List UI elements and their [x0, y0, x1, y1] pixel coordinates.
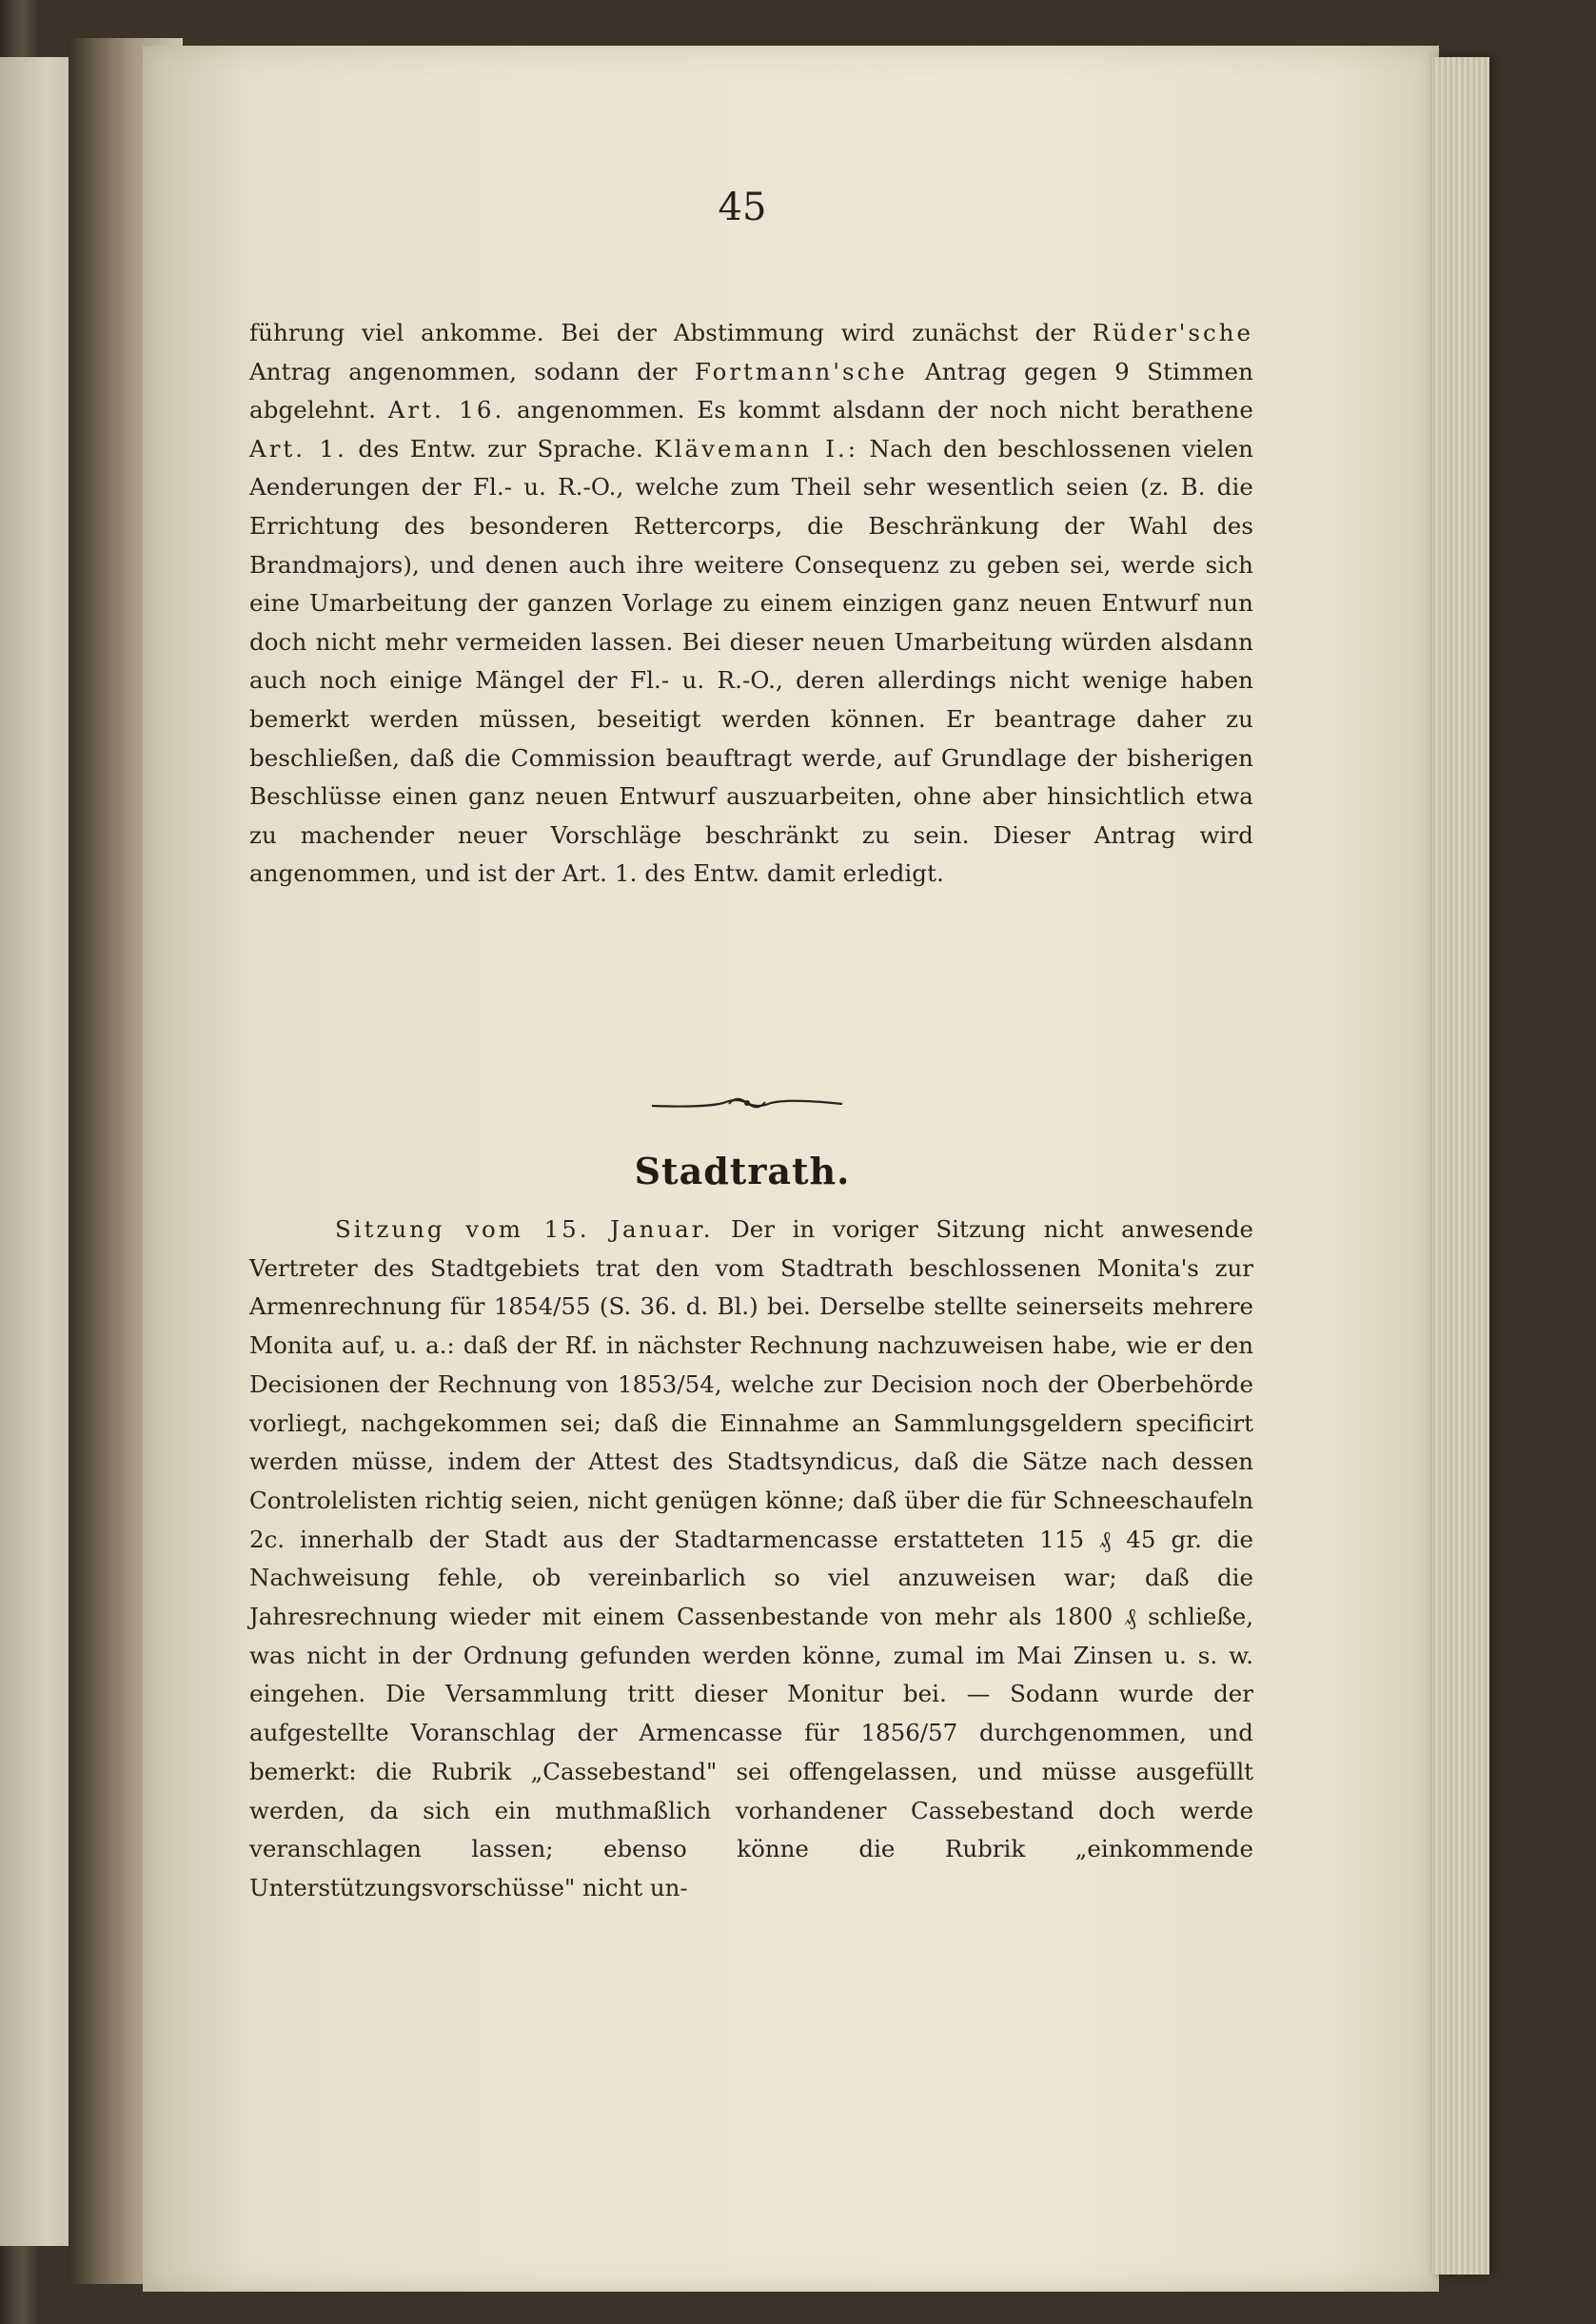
p1-name-klaevemann: Klävemann I.: [654, 434, 859, 463]
page-number: 45 [718, 186, 767, 229]
p2-session-date: Sitzung vom 15. Januar. [335, 1215, 714, 1243]
p1-article-1: Art. 1. [249, 434, 347, 463]
p1-text-3: Antrag angenommen, sodann der [249, 357, 678, 385]
p1-text-11: Nach den beschlossenen vielen Aenderungen der Fl.- u. R.-O., welche zum Theil sehr wesentlich seien (z. B. die Errichtung des besonderen Rettercorps, die Beschränkung der Wahl des Brandmajors), und denen auch ihre weitere Consequenz zu geben sei, werde sich eine Umarbeitung der ganzen Vorlage zu einem einzigen ganz neuen Entwurf nun doch nicht mehr vermeiden lassen. Bei dieser neuen Umarbeitung würden alsdann auch noch einige Mängel der Fl.- u. R.-O., deren allerdings nicht wenige haben bemerkt werden müssen, beseitigt werden können. Er beantrage daher zu beschließen, daß die Commission beauftragt werde, auf Grundlage der bisherigen Beschlüsse einen ganz neuen Entwurf auszuarbeiten, ohne aber hinsichtlich etwa zu machender neuer Vorschläge beschränkt zu sein. Dieser Antrag wird angenommen, und ist der Art. 1. des Entw. damit erledigt. [249, 434, 1254, 888]
p1-text-7: angenommen. Es kommt alsdann der noch nicht berathene [516, 396, 1253, 424]
p1-article-16: Art. 16. [387, 396, 505, 424]
p2-text-2: Der in voriger Sitzung nicht anwesende Vertreter des Stadtgebiets trat den vom Stadtrath beschlossenen Monita's zur Armenrechnung für 1854/55 (S. 36. d. Bl.) bei. Derselbe stellte seinerseits mehrere Monita auf, u. a.: daß der Rf. in nächster Rechnung nachzuweisen habe, wie er den Decisionen der Rechnung von 1853/54, welche zur Decision noch der Oberbehörde vorliegt, nachgekommen sei; daß die Einnahme an Sammlungsgeldern specificirt werden müsse, indem der Attest des Stadtsyndicus, daß die Sätze nach dessen Controlelisten richtig seien, nicht genügen könne; daß über die für Schneeschaufeln 2c. innerhalb der Stadt aus der Stadtarmencasse erstatteten 115 ₰ 45 gr. die Nachweisung fehle, ob vereinbarlich so viel anzuweisen war; daß die Jahresrechnung wieder mit einem Cassenbestande von mehr als 1800 ₰ schließe, was nicht in der Ordnung gefunden werden könne, zumal im Mai Zinsen u. s. w. eingehen. Die Versammlung tritt dieser Monitur bei. — Sodann wurde der aufgestellte Voranschlag der Armencasse für 1856/57 durchgenommen, und bemerkt: die Rubrik „Cassebestand" sei offengelassen, und müsse ausgefüllt werden, da sich ein muthmaßlich vorhandener Cassebestand doch werde veranschlagen lassen; ebenso könne die Rubrik „einkommende Unterstützungsvorschüsse" nicht un- [249, 1215, 1254, 1901]
paragraph-2 [249, 1211, 1253, 1908]
p1-name-fortmann: Fortmann'sche [694, 357, 908, 385]
paragraph-1 [249, 314, 1253, 894]
section-heading: Stadtrath. [634, 1150, 851, 1192]
p1-name-rueder: Rüder'sche [1092, 319, 1253, 346]
p1-text-5: Antrag gegen 9 Stimmen abgelehnt. [249, 357, 1254, 424]
p1-text-1: führung viel ankomme. Bei der Abstimmung wird zunächst der [249, 319, 1075, 346]
p1-text-9: des Entw. zur Sprache. [358, 434, 643, 463]
ornamental-divider [647, 1085, 847, 1123]
